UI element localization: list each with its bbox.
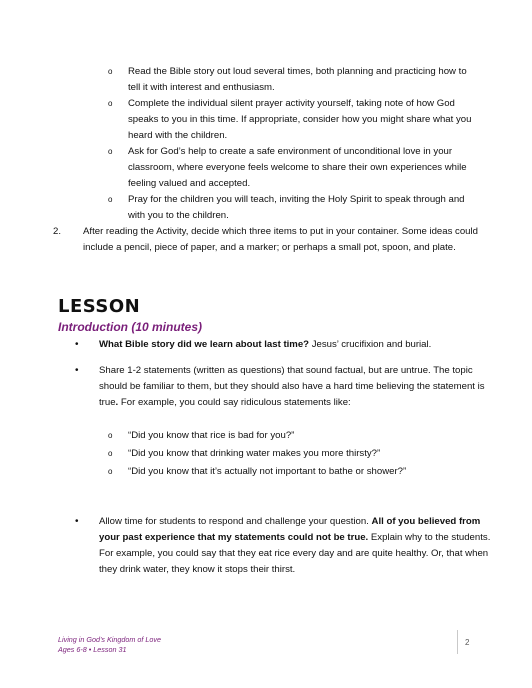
bullet-item: [75, 514, 495, 578]
page-number: 2: [465, 638, 470, 647]
bullet-item: [75, 363, 495, 411]
example-text: “Did you know that rice is bad for you?”: [128, 430, 295, 441]
bullet-plain-text: Allow time for students to respond and challenge your question.: [99, 516, 372, 527]
bullet-item: [75, 337, 495, 353]
sub-bullet: o: [108, 431, 113, 440]
bullet-mark: •: [75, 516, 79, 527]
bullet-mark: •: [75, 339, 79, 350]
footer-title: [58, 635, 161, 655]
prep-item-text: Pray for the children you will teach, inviting the Holy Spirit to speak through and with you to the children.: [128, 194, 465, 221]
prep-item: [108, 96, 478, 144]
bullet-plain-text: Jesus’ crucifixion and burial.: [309, 339, 432, 350]
example-item: [108, 428, 478, 444]
bullet-bold-text: What Bible story did we learn about last time?: [99, 339, 310, 350]
bullet-plain-text: Share 1-2 statements (written as questions) that sound factual, but are untrue. The topic should be familiar to them, but they should also have a hard time believing the statement is true: [99, 365, 485, 408]
prep-item: [108, 144, 478, 192]
example-text: “Did you know that drinking water makes you more thirsty?”: [128, 448, 381, 459]
sub-bullet: o: [108, 67, 113, 76]
intro-heading: Introduction (10 minutes): [58, 320, 202, 334]
prep-item: [108, 64, 478, 96]
footer-line-1: Living in God’s Kingdom of Love: [58, 635, 161, 644]
prep-item-text: Complete the individual silent prayer activity yourself, taking note of how God speaks to you in this time. If appropriate, consider how you might share what you heard with the children.: [128, 98, 472, 141]
example-item: [108, 464, 478, 480]
sub-bullet: o: [108, 147, 113, 156]
footer-divider: [457, 630, 458, 654]
prep-item-text: Ask for God’s help to create a safe environment of unconditional love in your classroom, where everyone feels welcome to share their own experiences while feeling valued and accepted.: [128, 146, 467, 189]
bullet-plain-text: Explain why to the students. For example, you could say that they eat rice every day and are quite healthy. Or, that when they drink water, they know it stops their thirst.: [99, 532, 491, 575]
bullet-text: [99, 514, 495, 578]
lesson-heading: LESSON: [58, 296, 141, 317]
bullet-mark: •: [75, 365, 79, 376]
sub-bullet: o: [108, 195, 113, 204]
sub-bullet: o: [108, 449, 113, 458]
sub-bullet: o: [108, 99, 113, 108]
example-text: “Did you know that it’s actually not important to bathe or shower?”: [128, 466, 407, 477]
bullet-plain-text: For example, you could say ridiculous statements like:: [118, 397, 351, 408]
bullet-text: [99, 337, 495, 353]
footer-line-2: Ages 6-8 • Lesson 31: [58, 645, 127, 654]
sub-bullet: o: [108, 467, 113, 476]
bullet-bold-text: .: [115, 397, 119, 408]
numbered-item-text: After reading the Activity, decide which three items to put in your container. Some ideas could include a pencil, piece of paper, and a marker; or perhaps a small pot, spoon, and plate.: [83, 226, 478, 253]
item-number: 2.: [53, 226, 62, 237]
example-item: [108, 446, 478, 462]
bullet-text: [99, 363, 495, 411]
numbered-item: [53, 224, 493, 256]
prep-item: [108, 192, 478, 224]
bullet-bold-text: All of you believed from your past experience that my statements could not be true.: [99, 516, 481, 543]
prep-item-text: Read the Bible story out loud several times, both planning and practicing how to tell it with interest and enthusiasm.: [128, 66, 467, 93]
